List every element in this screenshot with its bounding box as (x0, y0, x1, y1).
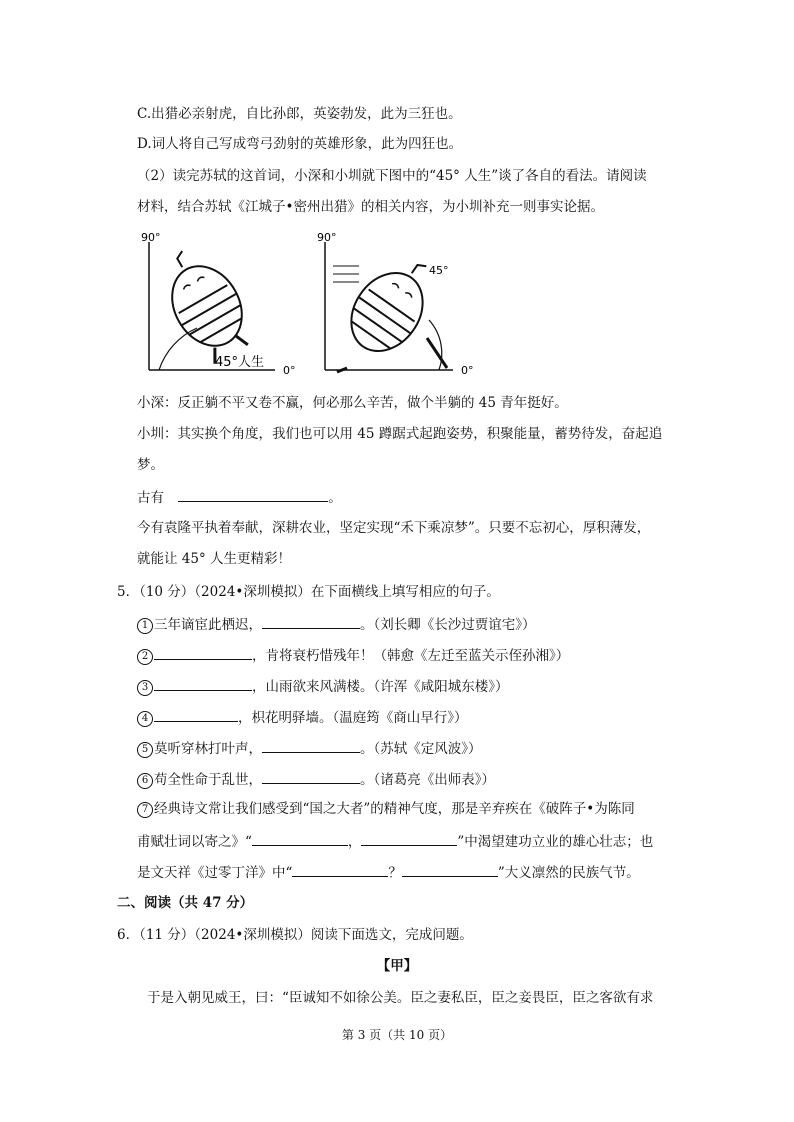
q5-item-7-line1: 7 经典诗文常让我们感受到“国之大者”的精神气度，那是辛弃疾在《破阵子•为陈同 (137, 799, 635, 819)
q6-text-line1: 于是入朝见威王，曰：“臣诚知不如徐公美。臣之妻私臣，臣之妾畏臣，臣之客欲有求 (147, 990, 654, 1006)
left-90-label: 90° (141, 231, 161, 244)
q5-item-1: 1 三年谪宦此栖迟， 。（刘长卿《长沙过贾谊宅》） (137, 613, 536, 635)
answer-blank[interactable] (361, 830, 457, 846)
left-character (149, 238, 261, 369)
right-45-label: 45° (429, 264, 449, 277)
part2-prompt-line2: 材料，结合苏轼《江城子•密州出猎》的相关内容，为小圳补充一则事实论据。 (137, 199, 604, 215)
left-0-label: 0° (283, 364, 296, 377)
item-number: 7 (137, 802, 153, 818)
q6-header: 6．（11 分）（2024•深圳模拟）阅读下面选文，完成问题。 (117, 927, 473, 943)
q5-item-7-line3: 是文天祥《过零丁洋》中“ ？ ”大义凛然的民族气节。 (137, 861, 640, 883)
guyou-prefix: 古有 (137, 490, 164, 506)
answer-blank[interactable] (262, 737, 360, 753)
answer-blank[interactable] (262, 613, 360, 629)
q5-item-3: 3 ，山雨欲来风满楼。（许浑《咸阳城东楼》） (137, 675, 509, 697)
figure-45-life (137, 228, 477, 378)
guyou-line (137, 486, 342, 508)
left-45-life-label: 45°人生 (215, 355, 265, 370)
answer-blank[interactable] (252, 830, 348, 846)
part2-prompt-line1: （2）读完苏轼的这首词，小深和小圳就下图中的“45° 人生”谈了各自的看法。请阅读 (137, 168, 647, 184)
xiaozhen-line1: 小圳：其实换个角度，我们也可以用 45 蹲踞式起跑姿势，积聚能量，蓄势待发，奋起追 (137, 426, 663, 442)
item-number: 1 (137, 618, 153, 634)
item-number: 5 (137, 742, 153, 758)
q5-item-4: 4 ，枳花明驿墙。（温庭筠《商山早行》） (137, 706, 468, 728)
item-number: 4 (137, 711, 153, 727)
answer-blank[interactable] (292, 861, 388, 877)
q6-subheading: 【甲】 (376, 958, 418, 974)
option-d: D.词人将自己写成弯弓劲射的英雄形象，此为四狂也。 (137, 136, 463, 152)
guyou-suffix: 。 (328, 490, 342, 506)
q5-header: 5．（10 分）（2024•深圳模拟）在下面横线上填写相应的句子。 (117, 584, 500, 600)
guyou-answer-blank[interactable] (178, 486, 328, 502)
left-figure (141, 231, 296, 377)
q5-item-2: 2 ，肯将衰朽惜残年！（韩愈《左迁至蓝关示侄孙湘》） (137, 644, 569, 666)
answer-blank[interactable] (154, 644, 252, 660)
jinyou-line1: 今有袁隆平执着奉献，深耕农业，坚定实现“禾下乘凉梦”。只要不忘初心，厚积薄发， (137, 520, 651, 536)
right-90-label: 90° (317, 231, 337, 244)
right-character (337, 244, 448, 364)
option-c: C.出猎必亲射虎，自比孙郎，英姿勃发，此为三狂也。 (137, 106, 462, 122)
right-figure (317, 231, 474, 377)
answer-blank[interactable] (262, 768, 360, 784)
answer-blank[interactable] (154, 706, 238, 722)
section-title: 二、阅读（共 47 分） (117, 895, 254, 911)
item-number: 2 (137, 649, 153, 665)
answer-blank[interactable] (154, 675, 252, 691)
item-number: 3 (137, 680, 153, 696)
right-0-label: 0° (461, 364, 474, 377)
q5-item-5: 5 莫听穿林打叶声， 。（苏轼《定风波》） (137, 737, 482, 759)
answer-blank[interactable] (402, 861, 498, 877)
q5-item-7-line2: 甫赋壮词以寄之》“ ， ”中渴望建功立业的雄心壮志；也 (137, 830, 653, 852)
q5-item-6: 6 苟全性命于乱世， 。（诸葛亮《出师表》） (137, 768, 495, 790)
item-number: 6 (137, 773, 153, 789)
page-footer: 第 3 页（共 10 页） (341, 1028, 453, 1042)
xiaoshen-line: 小深：反正躺不平又卷不赢，何必那么辛苦，做个半躺的 45 青年挺好。 (137, 395, 568, 411)
jinyou-line2: 就能让 45° 人生更精彩！ (137, 551, 292, 567)
xiaozhen-line2: 梦。 (137, 457, 164, 473)
